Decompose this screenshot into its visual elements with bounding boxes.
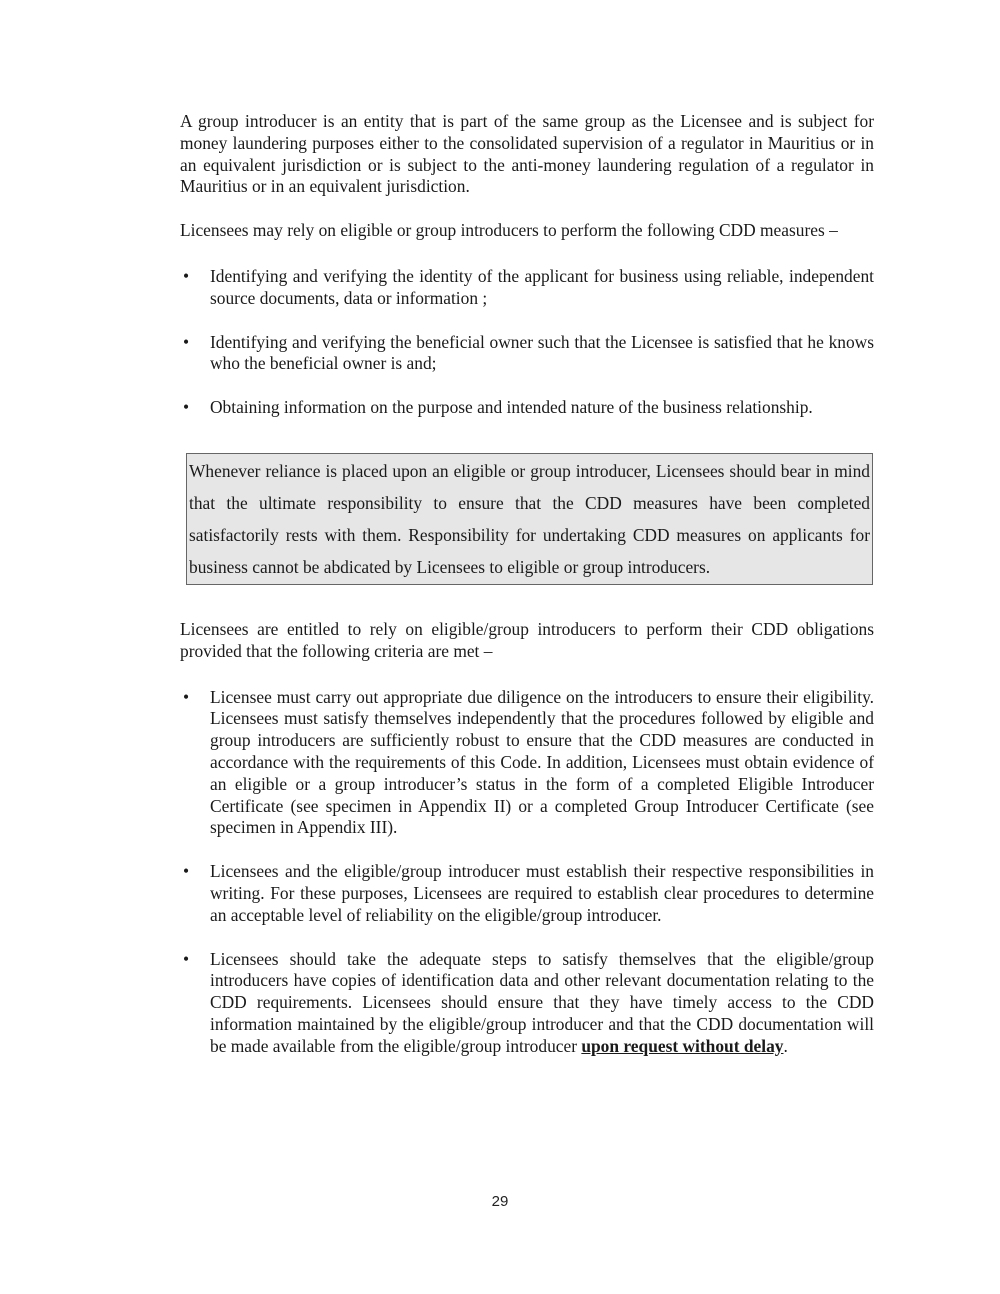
list-item-text: Identifying and verifying the identity of the applicant for business using reliable, independent source documents, data or information ; — [210, 265, 874, 308]
list-item-text: Identifying and verifying the beneficial owner such that the Licensee is satisfied that he knows who the beneficial owner is and; — [210, 331, 874, 374]
group-introducer-paragraph: A group introducer is an entity that is part of the same group as the Licensee and is subject for money laundering purposes either to the consolidated supervision of a regulator in Mauritius or in an equivalent jurisdiction or is subject to the anti-money laundering regulation of a regulator in Mauritius or in an equivalent jurisdiction. — [180, 111, 874, 197]
list-item — [180, 266, 874, 310]
list-item-text: Licensee must carry out appropriate due diligence on the introducers to ensure their eligibility. Licensees must satisfy themselves independently that the procedures followed by eligible and group introducers are sufficiently robust to ensure that the CDD measures are conducted in accordance with the requirements of this Code. In addition, Licensees must obtain evidence of an eligible or a group introducer’s status in the form of a completed Eligible Introducer Certificate (see specimen in Appendix II) or a completed Group Introducer Certificate (see specimen in Appendix III). — [210, 686, 874, 838]
bullet-icon: • — [182, 861, 190, 882]
criteria-item3-end: . — [783, 1035, 788, 1056]
bullet-icon: • — [182, 686, 190, 707]
list-item — [180, 332, 874, 376]
callout-text: Whenever reliance is placed upon an eligible or group introducer, Licensees should bear in mind that the ultimate responsibility to ensure that the CDD measures have been completed satisfactorily rests with them. Responsibility for undertaking CDD measures on applicants for business cannot be abdicated by Licensees to eligible or group introducers. — [189, 460, 870, 577]
list-item-text — [210, 949, 874, 1056]
cdd-measures-list — [180, 266, 874, 419]
page-number: 29 — [491, 1193, 509, 1210]
upon-request-emphasis: upon request without delay — [581, 1035, 784, 1056]
list-item-text: Obtaining information on the purpose and intended nature of the business relationship. — [210, 397, 813, 418]
bullet-icon: • — [182, 265, 190, 286]
list-item-text: Licensees and the eligible/group introducer must establish their respective responsibilities in writing. For these purposes, Licensees are required to establish clear procedures to determine an acceptable level of reliability on the eligible/group introducer. — [210, 861, 874, 925]
reliance-intro-paragraph: Licensees may rely on eligible or group introducers to perform the following CDD measures – — [180, 220, 838, 241]
criteria-item3-lead: Licensees should take the adequate steps to satisfy themselves that the eligible/group introducers have copies of identification data and other relevant documentation relating to the CDD requirements. Licensees should ensure that they have timely access to the CDD information maintained by the eligible/group introducer and that the CDD documentation will be made available from the eligible/group introducer — [210, 948, 874, 1056]
criteria-intro-paragraph: Licensees are entitled to rely on eligible/group introducers to perform their CDD obligations provided that the following criteria are met – — [180, 618, 874, 661]
list-item — [180, 861, 874, 926]
criteria-list — [180, 687, 874, 1058]
responsibility-callout-box — [186, 453, 873, 585]
bullet-icon: • — [182, 331, 190, 352]
bullet-icon: • — [182, 397, 190, 418]
list-item — [180, 397, 874, 419]
list-item — [180, 949, 874, 1058]
list-item — [180, 687, 874, 840]
bullet-icon: • — [182, 948, 190, 969]
document-body — [180, 111, 874, 1058]
